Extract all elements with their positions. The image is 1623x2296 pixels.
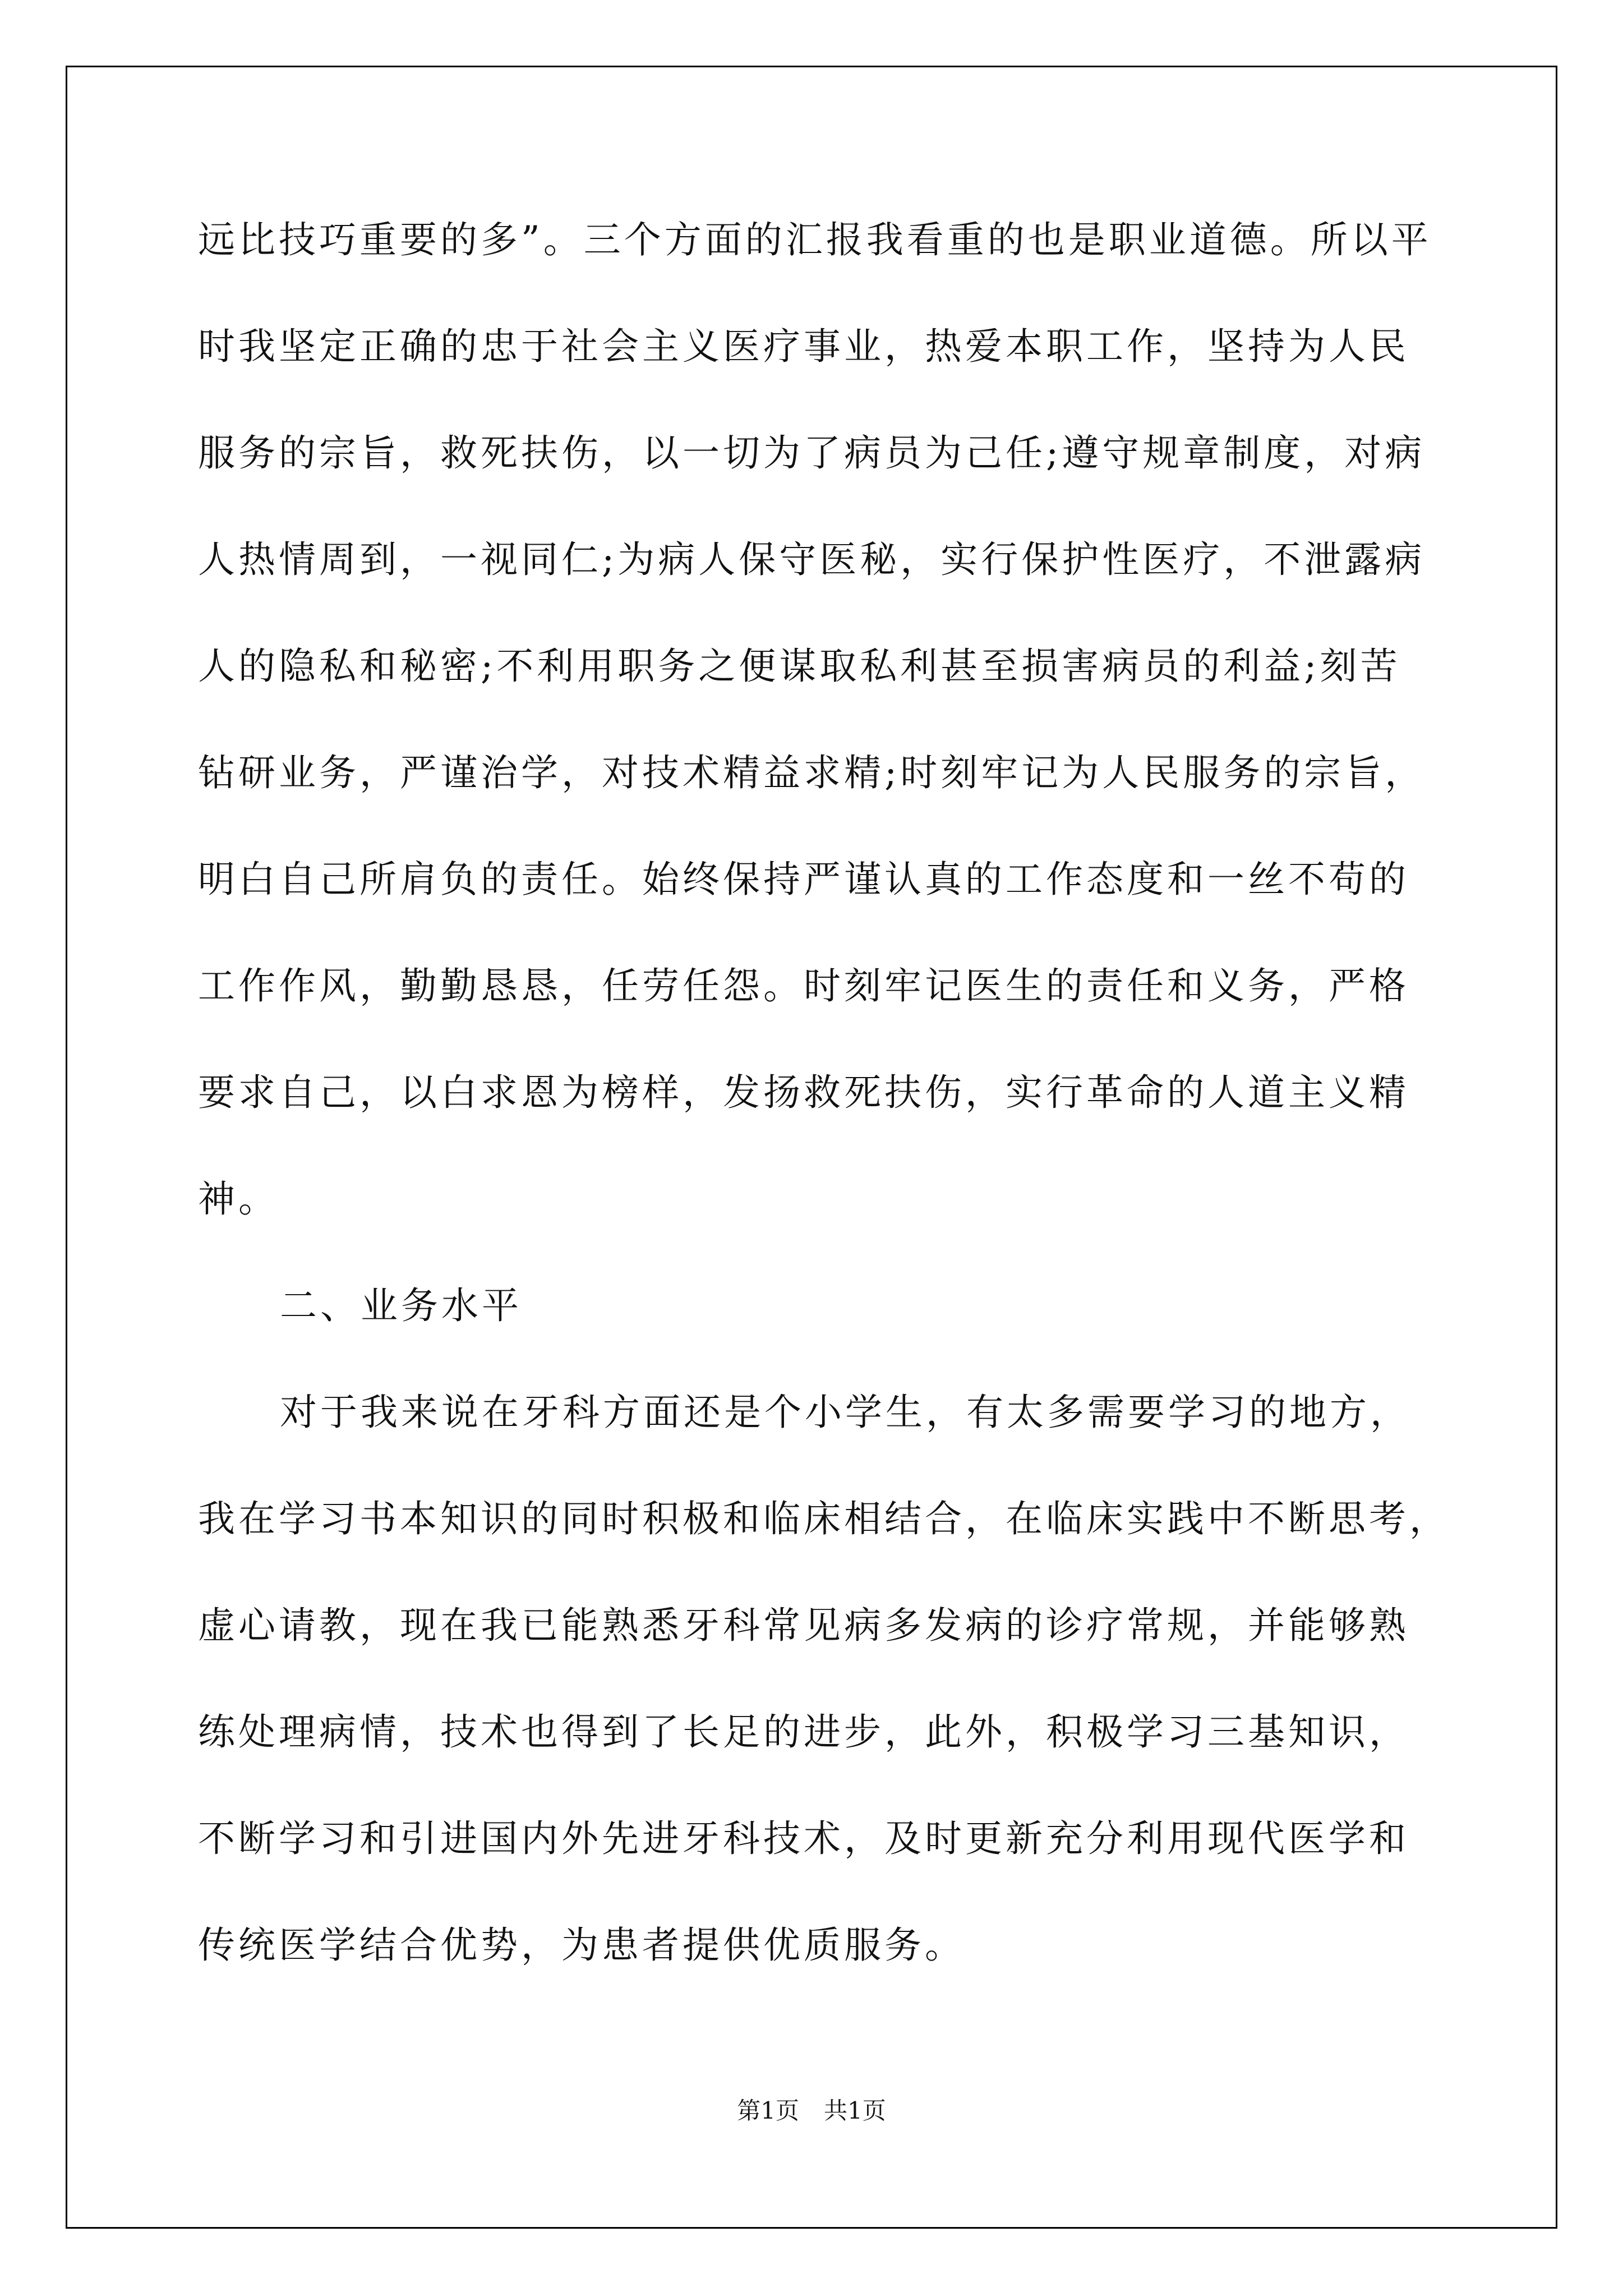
section-line: 传统医学结合优势，为患者提供优质服务。 [198,1924,965,1967]
paragraph-line: 要求自己，以白求恩为榜样，发扬救死扶伤，实行革命的人道主义精 [198,1071,1409,1114]
paragraph-line: 明白自己所肩负的责任。始终保持严谨认真的工作态度和一丝不苟的 [198,858,1409,901]
paragraph-line: 工作作风，勤勤恳恳，任劳任怨。时刻牢记医生的责任和义务，严格 [198,964,1409,1007]
document-body [198,213,1450,1972]
section-line: 练处理病情，技术也得到了长足的进步，此外，积极学习三基知识， [198,1710,1409,1754]
paragraph-line: 人热情周到，一视同仁;为病人保守医秘，实行保护性医疗，不泄露病 [198,538,1426,581]
paragraph-line: 远比技巧重要的多”。三个方面的汇报我看重的也是职业道德。所以平 [198,218,1432,261]
section-line: 对于我来说在牙科方面还是个小学生，有太多需要学习的地方， [280,1391,1410,1434]
section-line: 我在学习书本知识的同时积极和临床相结合，在临床实践中不断思考， [198,1497,1450,1540]
section-line: 虚心请教，现在我已能熟悉牙科常见病多发病的诊疗常规，并能够熟 [198,1604,1409,1647]
paragraph-line: 时我坚定正确的忠于社会主义医疗事业，热爱本职工作，坚持为人民 [198,325,1409,368]
page-footer [0,2094,1623,2128]
section-line: 不断学习和引进国内外先进牙科技术，及时更新充分利用现代医学和 [198,1817,1409,1860]
paragraph-line: 人的隐私和秘密;不利用职务之便谋取私利甚至损害病员的利益;刻苦 [198,645,1401,688]
paragraph-line: 钻研业务，严谨治学，对技术精益求精;时刻牢记为人民服务的宗旨， [198,751,1426,794]
paragraph-line: 神。 [198,1177,279,1221]
section-heading: 二、业务水平 [280,1284,522,1327]
page-number-total: 共1页 [824,2097,886,2124]
paragraph-line: 服务的宗旨，救死扶伤，以一切为了病员为己任;遵守规章制度，对病 [198,431,1426,475]
page-number-current: 第1页 [737,2097,799,2124]
